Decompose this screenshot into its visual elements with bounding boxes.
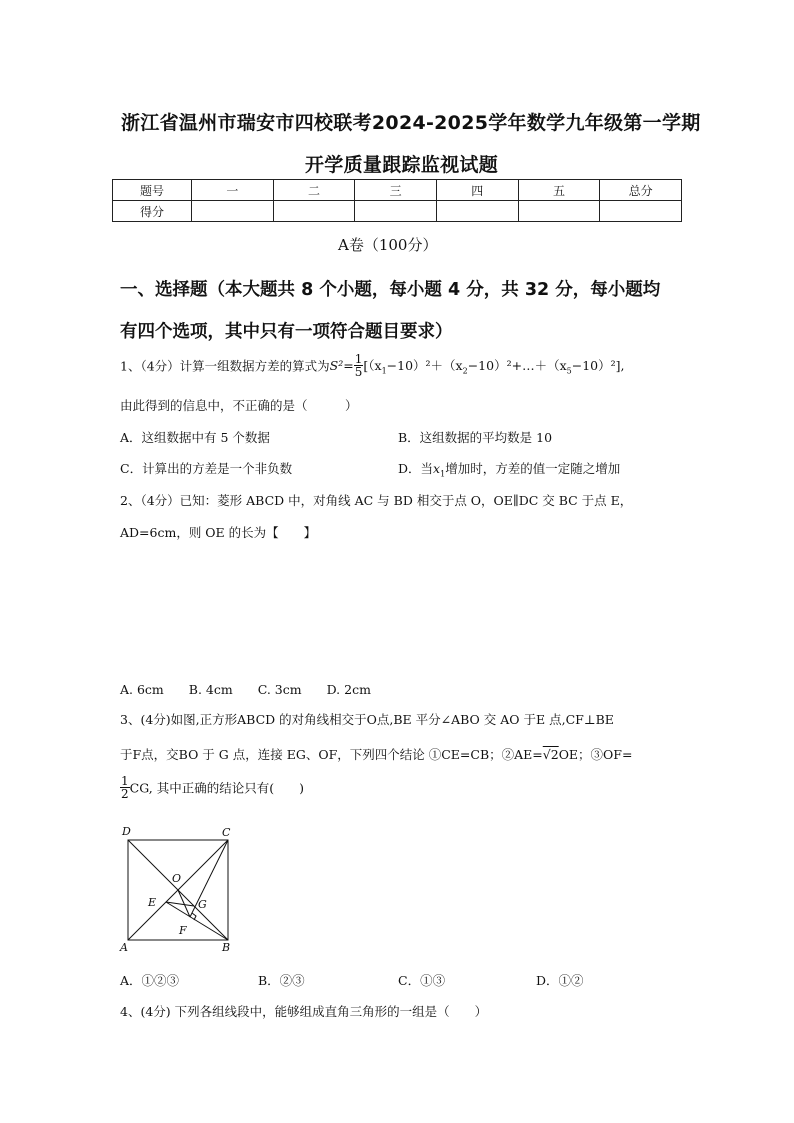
formula-subscript: 5 — [566, 366, 572, 376]
option-d-subscript: 1 — [440, 469, 446, 479]
question-3-option-c[interactable]: C．①③ — [398, 973, 446, 988]
score-table-header-cell: 题号 — [113, 180, 192, 201]
label-a: A — [120, 941, 128, 954]
question-3-text: 于F点，交BO 于 G 点，连接 EG、OF，下列四个结论 ①CE=CB；②AE= — [120, 747, 543, 762]
score-cell[interactable] — [518, 201, 600, 222]
score-table-header-cell: 三 — [355, 180, 437, 201]
label-e: E — [148, 896, 157, 909]
question-3-line-1: 3、(4分)如图,正方形ABCD 的对角线相交于O点,BE 平分∠ABO 交 AO 于E 点,CF⊥BE — [120, 712, 614, 727]
fraction-numerator: 1 — [354, 352, 363, 366]
section-heading-line-1: 一、选择题（本大题共 8 个小题，每小题 4 分，共 32 分，每小题均 — [120, 280, 661, 300]
option-d-variable: x — [433, 461, 441, 476]
question-3-option-a[interactable]: A．①②③ — [120, 973, 180, 988]
question-3-option-d[interactable]: D．①② — [536, 973, 584, 988]
question-2-line-2: AD=6cm，则 OE 的长为【 】 — [120, 525, 317, 540]
fraction-one-fifth — [354, 353, 364, 378]
score-cell[interactable] — [600, 201, 682, 222]
label-g: G — [198, 898, 207, 911]
question-3-line-2 — [120, 745, 632, 763]
right-angle-mark — [192, 913, 196, 920]
segment-be — [166, 902, 228, 940]
formula-part: −10）²+…＋（x — [467, 357, 567, 373]
score-cell[interactable] — [355, 201, 437, 222]
title-line-1: 浙江省温州市瑞安市四校联考2024-2025学年数学九年级第一学期 — [121, 112, 701, 134]
question-3-text: OE；③OF= — [558, 747, 633, 762]
segment-cf — [190, 840, 228, 917]
formula-part: [（x — [363, 357, 382, 373]
formula-subscript: 1 — [381, 366, 387, 376]
score-table-score-row — [113, 201, 682, 222]
question-1-prefix: 1、（4分）计算一组数据方差的算式为 — [120, 358, 330, 374]
question-3-line-3 — [120, 775, 304, 800]
formula-subscript: 2 — [462, 366, 468, 376]
question-1-line-2: 由此得到的信息中，不正确的是（ ） — [120, 398, 358, 413]
label-d: D — [122, 825, 131, 838]
question-1-option-c[interactable]: C．计算出的方差是一个非负数 — [120, 461, 293, 476]
question-1-option-d[interactable] — [398, 459, 620, 479]
variance-formula — [363, 357, 625, 376]
score-table-header-cell: 一 — [192, 180, 274, 201]
score-cell[interactable] — [192, 201, 274, 222]
fraction-denominator: 2 — [121, 787, 129, 801]
option-d-text: 增加时，方差的值一定随之增加 — [445, 461, 621, 476]
question-2-line-1: 2、（4分）已知：菱形 ABCD 中，对角线 AC 与 BD 相交于点 O，OE∥DC 交 BC 于点 E， — [120, 493, 633, 508]
question-2-options[interactable]: A. 6cm B. 4cm C. 3cm D. 2cm — [120, 682, 371, 697]
score-cell[interactable] — [436, 201, 518, 222]
score-table-header-cell: 四 — [436, 180, 518, 201]
question-4-line-1: 4、(4分) 下列各组线段中，能够组成直角三角形的一组是（ ） — [120, 1004, 488, 1019]
question-1-line-1 — [120, 353, 624, 378]
label-c: C — [222, 826, 231, 839]
fraction-numerator: 1 — [121, 774, 129, 788]
score-table-header-cell: 二 — [273, 180, 355, 201]
label-f: F — [179, 924, 187, 937]
question-1-option-b[interactable]: B．这组数据的平均数是 10 — [398, 430, 553, 445]
label-b: B — [222, 941, 231, 954]
fraction-denominator: 5 — [354, 365, 363, 379]
formula-part: −10）²＋（x — [386, 357, 463, 373]
label-o: O — [172, 872, 182, 885]
formula-part: −10）²], — [571, 357, 625, 373]
square-diagram — [112, 822, 242, 954]
section-heading-line-2: 有四个选项，其中只有一项符合题目要求） — [120, 322, 453, 342]
score-cell[interactable] — [273, 201, 355, 222]
option-d-text: D．当 — [398, 461, 434, 476]
title-line-2: 开学质量跟踪监视试题 — [305, 154, 499, 176]
fraction-one-half — [120, 775, 130, 800]
score-table-header-cell: 总分 — [600, 180, 682, 201]
variance-symbol: S²= — [329, 358, 354, 373]
question-3-option-b[interactable]: B．②③ — [258, 973, 305, 988]
score-table-header-cell: 五 — [518, 180, 600, 201]
question-3-text: CG, 其中正确的结论只有( ) — [129, 780, 304, 796]
score-table — [112, 179, 682, 222]
volume-heading: A卷（100分） — [338, 236, 438, 254]
question-1-option-a[interactable]: A．这组数据中有 5 个数据 — [120, 430, 270, 445]
score-table-row-label: 得分 — [113, 201, 192, 222]
score-table-header-row — [113, 180, 682, 201]
sqrt-two: √2 — [542, 747, 559, 762]
